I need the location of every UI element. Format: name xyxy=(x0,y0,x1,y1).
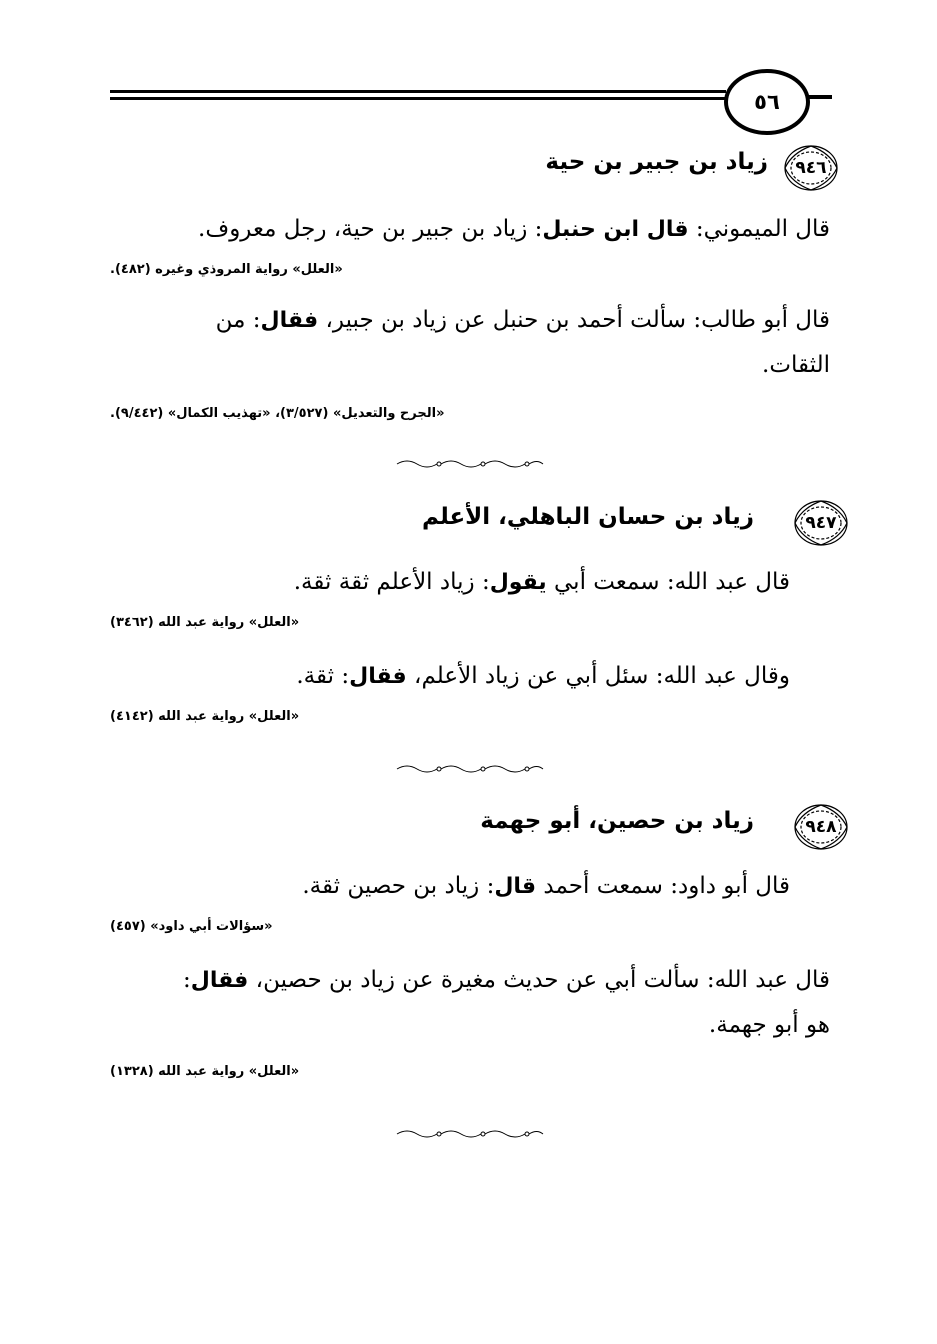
paragraph xyxy=(110,654,790,699)
section-divider-ornament xyxy=(395,762,545,776)
header-rule-top xyxy=(110,90,726,93)
paragraph xyxy=(110,864,790,909)
text-run: : زياد بن جبير بن حية، رجل معروف. xyxy=(198,216,543,242)
text-run: قال عبد الله: سألت أبي عن حديث مغيرة عن زياد بن حصين، xyxy=(248,967,830,993)
text-run: قال الميموني: xyxy=(688,216,830,242)
paragraph xyxy=(110,207,830,252)
entry-number: ٩٤٨ xyxy=(805,817,837,837)
paragraph-line xyxy=(110,958,830,1003)
entry-number: ٩٤٦ xyxy=(795,158,827,178)
text-run: : من xyxy=(215,307,261,333)
paragraph-line xyxy=(110,343,830,387)
entry-title: زياد بن حسان الباهلي، الأعلم xyxy=(422,504,754,530)
entry-number-badge xyxy=(782,143,840,193)
paragraph xyxy=(110,560,790,605)
paragraph-line xyxy=(110,560,790,605)
entry-title: زياد بن حصين، أبو جهمة xyxy=(480,808,754,834)
paragraph-line xyxy=(110,1003,830,1047)
section-divider-ornament xyxy=(395,1127,545,1141)
text-run: : زياد الأعلم ثقة ثقة. xyxy=(293,569,490,595)
text-run: قال عبد الله: سمعت أبي xyxy=(546,569,790,595)
bold-text-run: فقال xyxy=(190,968,249,993)
citation: «العلل» رواية عبد الله (٤١٤٢) xyxy=(110,709,300,724)
entry-number-badge xyxy=(792,498,850,548)
paragraph-line xyxy=(110,298,830,343)
text-run: قال أبو داود: سمعت أحمد xyxy=(536,873,790,899)
entry-number: ٩٤٧ xyxy=(805,513,837,533)
entry-title-row xyxy=(110,498,840,548)
citation: «سؤالات أبي داود» (٤٥٧) xyxy=(110,919,273,934)
text-run: قال أبو طالب: سألت أحمد بن حنبل عن زياد بن جبير، xyxy=(318,307,830,333)
citation: «الجرح والتعديل» (٣/٥٢٧)، «تهذيب الكمال» (٩/٤٤٢). xyxy=(110,406,445,421)
citation: «العلل» رواية المروذي وغيره (٤٨٢). xyxy=(110,262,343,277)
entry-number-badge xyxy=(792,802,850,852)
header-rule-bottom xyxy=(110,97,726,100)
paragraph-line xyxy=(110,864,790,909)
page-number: ٥٦ xyxy=(754,90,780,114)
entry-title: زياد بن جبير بن حية xyxy=(545,149,768,175)
page-number-ring xyxy=(724,69,810,135)
paragraph-line xyxy=(110,654,790,699)
bold-text-run: قال xyxy=(494,874,537,899)
text-run: الثقات. xyxy=(762,352,830,378)
paragraph xyxy=(110,958,830,1047)
text-run: وقال عبد الله: سئل أبي عن زياد الأعلم، xyxy=(406,663,790,689)
bold-text-run: قال ابن حنبل xyxy=(542,217,689,242)
text-run: : ثقة. xyxy=(296,663,350,689)
paragraph-line xyxy=(110,207,830,252)
entry-title-row xyxy=(110,143,840,193)
bold-text-run: فقال xyxy=(260,308,319,333)
text-run: هو أبو جهمة. xyxy=(708,1012,830,1038)
entry-title-row xyxy=(110,802,840,852)
citation: «العلل» رواية عبد الله (٣٤٦٢) xyxy=(110,615,300,630)
citation: «العلل» رواية عبد الله (١٣٢٨) xyxy=(110,1064,300,1079)
bold-text-run: يقول xyxy=(489,570,547,595)
section-divider-ornament xyxy=(395,457,545,471)
bold-text-run: فقال xyxy=(349,664,407,689)
paragraph xyxy=(110,298,830,387)
text-run: : xyxy=(183,967,191,993)
text-run: : زياد بن حصين ثقة. xyxy=(302,873,495,899)
